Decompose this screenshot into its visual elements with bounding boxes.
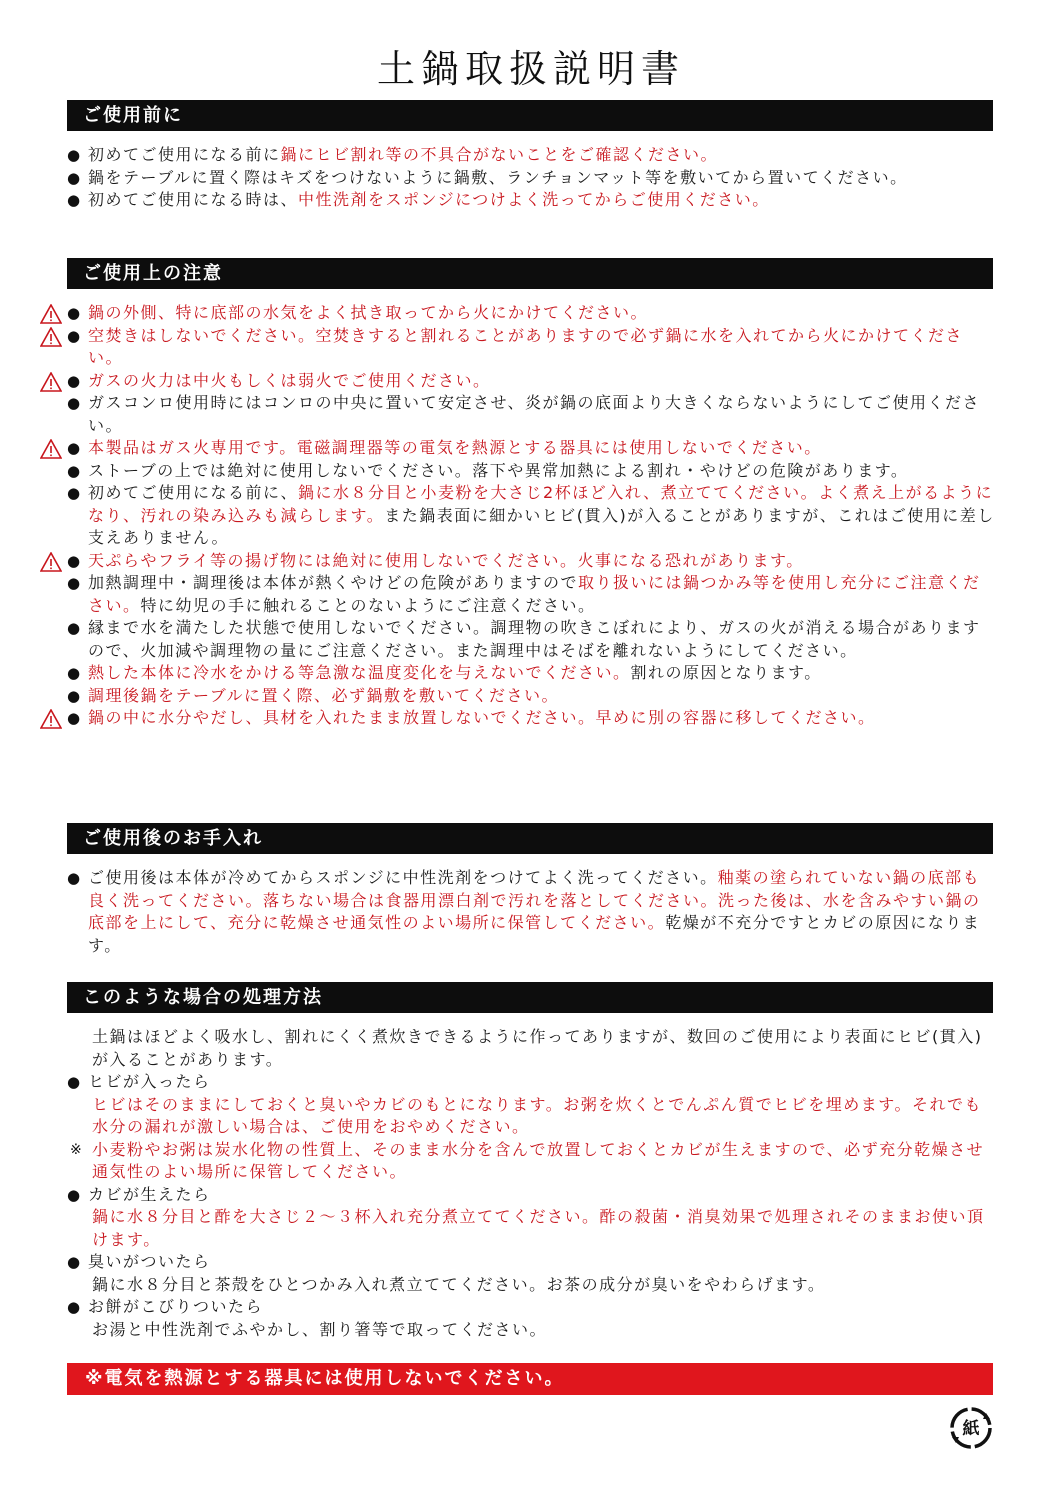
paper-recycle-icon: [946, 1403, 996, 1453]
list-item: [40, 572, 996, 617]
list-item: [40, 392, 996, 437]
item-text: ご使用後は本体が冷めてからスポンジに中性洗剤をつけてよく洗ってください。: [88, 868, 718, 887]
section-heading-before-use: ご使用前に: [67, 100, 993, 131]
bullet-icon: ●: [67, 439, 82, 457]
list-item: [40, 460, 996, 483]
item-text-red: 調理後鍋をテーブルに置く際、必ず鍋敷を敷いてください。: [88, 685, 560, 705]
bullet-icon: ●: [67, 551, 82, 570]
bullet-icon: ●: [67, 394, 82, 412]
bullet-icon: ●: [67, 574, 82, 592]
item-text: お湯と中性洗剤でふやかし、割り箸等で取ってください。: [92, 1319, 548, 1339]
bullet-icon: ●: [67, 1073, 82, 1091]
item-text-red: 鍋にヒビ割れ等の不具合がないことをご確認ください。: [280, 145, 719, 164]
warning-icon: [40, 327, 62, 347]
section-heading-care: ご使用後のお手入れ: [67, 823, 993, 854]
bullet-icon: ●: [67, 168, 82, 187]
item-text: 初めてご使用になる時は、: [88, 190, 299, 209]
list-item: [40, 617, 996, 662]
warning-icon: [40, 372, 62, 392]
section-heading-troubleshooting: このような場合の処理方法: [67, 982, 993, 1013]
bullet-icon: ●: [67, 371, 82, 390]
item-text: また鍋表面に細かいヒビ(貫入)が入ることがありますが、これはご使用に差し支えありません。: [88, 505, 995, 547]
list-item: [40, 1071, 996, 1094]
list-item: [40, 550, 996, 573]
item-text-red: 熱した本体に冷水をかける等急激な温度変化を与えないでください。: [88, 663, 631, 682]
intro-text: [40, 1026, 996, 1071]
list-item: [40, 370, 996, 393]
item-text-red: 取り扱いには鍋つかみ等を使用し充分にご注意ください。: [88, 573, 981, 615]
bullet-icon: ●: [67, 869, 82, 887]
bullet-icon: ●: [67, 686, 82, 705]
section-care: [40, 867, 996, 957]
item-text-red: 鍋に水８分目と小麦粉を大さじ2杯ほど入れ、煮立ててください。よく煮え上がるようになり、汚れの染み込みも減らします。: [88, 483, 994, 525]
item-text: 加熱調理中・調理後は本体が熱くやけどの危険がありますので: [88, 573, 579, 592]
warning-icon: [40, 439, 62, 459]
section-troubleshooting: [40, 1026, 996, 1341]
bullet-icon: ●: [67, 709, 82, 727]
list-item: [40, 662, 996, 685]
item-text-red: 鍋の中に水分やだし、具材を入れたまま放置しないでください。早めに別の容器に移してください。: [88, 708, 876, 727]
bullet-icon: ●: [67, 304, 82, 322]
item-heading: カビが生えたら: [88, 1184, 211, 1204]
list-item-detail: [40, 1094, 996, 1139]
note-item: [40, 1139, 996, 1184]
warning-icon: [40, 552, 62, 572]
bullet-icon: ●: [67, 146, 82, 164]
bullet-icon: ●: [67, 664, 82, 682]
item-text: 特に幼児の手に触れることのないようにご注意ください。: [140, 595, 596, 615]
item-text-red: 小麦粉やお粥は炭水化物の性質上、そのまま水分を含んで放置しておくとカビが生えますので、必ず充分乾燥させ通気性のよい場所に保管してください。: [92, 1139, 985, 1181]
item-text-red: 空焚きはしないでください。空焚きすると割れることがありますので必ず鍋に水を入れてから火にかけてください。: [88, 325, 964, 367]
item-heading: ヒビが入ったら: [88, 1072, 211, 1091]
list-item: [40, 1184, 996, 1207]
list-item: [40, 167, 996, 190]
bullet-icon: ●: [67, 326, 82, 345]
list-item: [40, 1251, 996, 1274]
list-item: [40, 302, 996, 325]
list-item: [40, 437, 996, 460]
item-text-red: ガスの火力は中火もしくは弱火でご使用ください。: [88, 370, 491, 390]
note-mark: ※: [70, 1141, 84, 1158]
list-item-detail: [40, 1319, 996, 1342]
bullet-icon: ●: [67, 1253, 82, 1271]
section-cautions: [40, 302, 996, 730]
item-text: 鍋に水８分目と茶殻をひとつかみ入れ煮立ててください。お茶の成分が臭いをやわらげます。: [92, 1274, 826, 1294]
item-text: ストーブの上では絶対に使用しないでください。落下や異常加熱による割れ・やけどの危険があります。: [88, 460, 909, 480]
item-text: 割れの原因となります。: [630, 663, 822, 682]
item-text-red: 釉薬の塗られていない鍋の底部も良く洗ってください。落ちない場合は食器用漂白剤で汚れを落としてください。洗った後は、水を含みやすい鍋の底部を上にして、充分に乾燥させ通気性のよい場所に保管してください。: [88, 868, 981, 932]
list-item: [40, 144, 996, 167]
item-text-red: 鍋の外側、特に底部の水気をよく拭き取ってから火にかけてください。: [88, 303, 649, 322]
list-item: [40, 867, 996, 957]
item-heading: お餅がこびりついたら: [88, 1297, 264, 1316]
footer-warning: ※電気を熱源とする器具には使用しないでください。: [67, 1363, 993, 1395]
warning-icon: [40, 709, 62, 729]
item-text: 縁まで水を満たした状態で使用しないでください。調理物の吹きこぼれにより、ガスの火が消える場合がありますので、火加減や調理物の量にご注意ください。また調理中はそばを離れないようにしてください。: [88, 618, 981, 660]
item-text: 土鍋はほどよく吸水し、割れにくく煮炊きできるように作ってありますが、数回のご使用により表面にヒビ(貫入)が入ることがあります。: [92, 1027, 983, 1069]
page-title: 土鍋取扱説明書: [376, 47, 685, 91]
item-text: 初めてご使用になる前に、: [88, 483, 299, 502]
bullet-icon: ●: [67, 1185, 82, 1204]
item-text: 鍋をテーブルに置く際はキズをつけないように鍋敷、ランチョンマット等を敷いてから置いてください。: [88, 167, 908, 187]
item-text-red: 鍋に水８分目と酢を大さじ２〜３杯入れ充分煮立ててください。酢の殺菌・消臭効果で処理されそのままお使い頂けます。: [92, 1207, 985, 1249]
bullet-icon: ●: [67, 461, 82, 480]
item-text: ガスコンロ使用時にはコンロの中央に置いて安定させ、炎が鍋の底面より大きくならないようにしてご使用ください。: [88, 393, 981, 435]
item-text-red: 天ぷらやフライ等の揚げ物には絶対に使用しないでください。火事になる恐れがあります。: [88, 550, 804, 570]
item-text-red: ヒビはそのままにしておくと臭いやカビのもとになります。お粥を炊くとでんぷん質でヒビを埋めます。それでも水分の漏れが激しい場合は、ご使用をおやめください。: [92, 1094, 982, 1136]
warning-icon: [40, 304, 62, 324]
bullet-icon: ●: [67, 191, 82, 209]
item-text-red: 本製品はガス火専用です。電磁調理器等の電気を熱源とする器具には使用しないでください。: [88, 438, 822, 457]
recycle-label: 紙: [962, 1419, 980, 1439]
section-heading-cautions: ご使用上の注意: [67, 258, 993, 289]
item-heading: 臭いがついたら: [88, 1252, 211, 1271]
bullet-icon: ●: [67, 619, 82, 637]
list-item: [40, 685, 996, 708]
section-before-use: [40, 144, 996, 212]
list-item: [40, 325, 996, 370]
list-item: [40, 189, 996, 212]
item-text-red: 中性洗剤をスポンジにつけよく洗ってからご使用ください。: [298, 190, 770, 209]
list-item: [40, 1296, 996, 1319]
list-item: [40, 707, 996, 730]
bullet-icon: ●: [67, 1298, 82, 1316]
bullet-icon: ●: [67, 484, 82, 502]
item-text: 乾燥が不充分ですとカビの原因になります。: [88, 913, 981, 955]
list-item: [40, 482, 996, 550]
item-text: 初めてご使用になる前に: [88, 145, 281, 164]
list-item-detail: [40, 1206, 996, 1251]
list-item-detail: [40, 1274, 996, 1297]
